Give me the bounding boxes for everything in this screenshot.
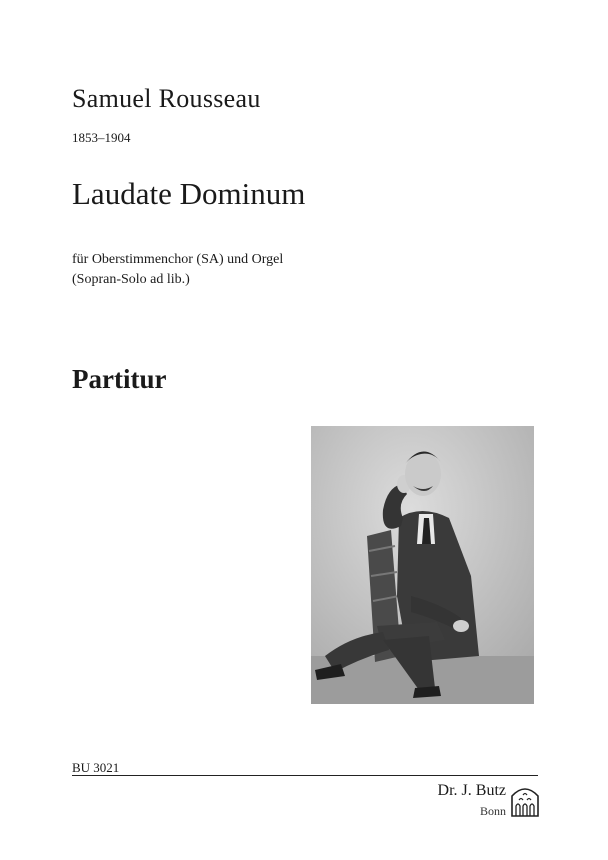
- publisher-name: Dr. J. Butz: [437, 782, 506, 799]
- composer-dates: 1853–1904: [72, 130, 131, 145]
- portrait-photo: [311, 426, 534, 704]
- portrait-illustration: [311, 426, 534, 704]
- church-facade-logo-icon: [510, 782, 540, 818]
- publisher-city: Bonn: [479, 804, 506, 818]
- composer-name: Samuel Rousseau: [72, 84, 261, 113]
- solo-note: (Sopran-Solo ad lib.): [72, 272, 190, 287]
- edition-type: Partitur: [72, 364, 167, 394]
- catalog-number: BU 3021: [72, 760, 120, 775]
- divider: [72, 775, 538, 776]
- work-title: Laudate Dominum: [72, 176, 306, 211]
- scoring-line: für Oberstimmenchor (SA) und Orgel: [72, 252, 284, 267]
